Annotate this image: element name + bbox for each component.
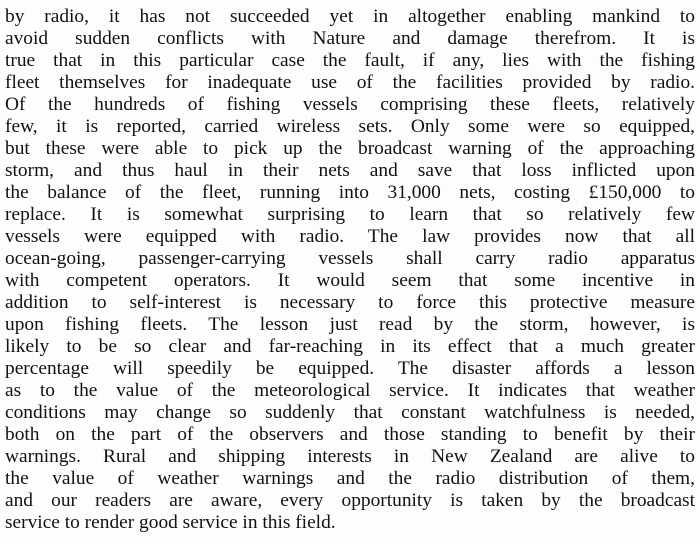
text-line: and our readers are aware, every opportunity is taken by the broadcast xyxy=(5,490,695,511)
text-line: the value of weather warnings and the radio distribution of them, xyxy=(5,468,695,489)
text-line: with competent operators. It would seem that some incentive in xyxy=(5,270,695,291)
text-line: by radio, it has not succeeded yet in altogether enabling mankind to xyxy=(5,6,695,27)
text-line: few, it is reported, carried wireless sets. Only some were so equipped, xyxy=(5,116,695,137)
text-line: replace. It is somewhat surprising to learn that so relatively few xyxy=(5,204,695,225)
text-line: storm, and thus haul in their nets and save that loss inflicted upon xyxy=(5,160,695,181)
text-line: the balance of the fleet, running into 31,000 nets, costing £150,000 to xyxy=(5,182,695,203)
text-line: conditions may change so suddenly that constant watchfulness is needed, xyxy=(5,402,695,423)
text-line: ocean-going, passenger-carrying vessels shall carry radio apparatus xyxy=(5,248,695,269)
text-line: vessels were equipped with radio. The law provides now that all xyxy=(5,226,695,247)
text-line: addition to self-interest is necessary to force this protective measure xyxy=(5,292,695,313)
text-line: Of the hundreds of fishing vessels comprising these fleets, relatively xyxy=(5,94,695,115)
article-text xyxy=(5,6,695,534)
text-line: avoid sudden conflicts with Nature and damage therefrom. It is xyxy=(5,28,695,49)
text-line: warnings. Rural and shipping interests in New Zealand are alive to xyxy=(5,446,695,467)
text-line: percentage will speedily be equipped. The disaster affords a lesson xyxy=(5,358,695,379)
text-line: upon fishing fleets. The lesson just read by the storm, however, is xyxy=(5,314,695,335)
text-line: service to render good service in this field. xyxy=(5,512,336,533)
text-line: fleet themselves for inadequate use of the facilities provided by radio. xyxy=(5,72,695,93)
text-line: but these were able to pick up the broadcast warning of the approaching xyxy=(5,138,695,159)
text-line: likely to be so clear and far-reaching in its effect that a much greater xyxy=(5,336,695,357)
text-line: as to the value of the meteorological service. It indicates that weather xyxy=(5,380,695,401)
text-line: true that in this particular case the fault, if any, lies with the fishing xyxy=(5,50,695,71)
text-line: both on the part of the observers and those standing to benefit by their xyxy=(5,424,695,445)
